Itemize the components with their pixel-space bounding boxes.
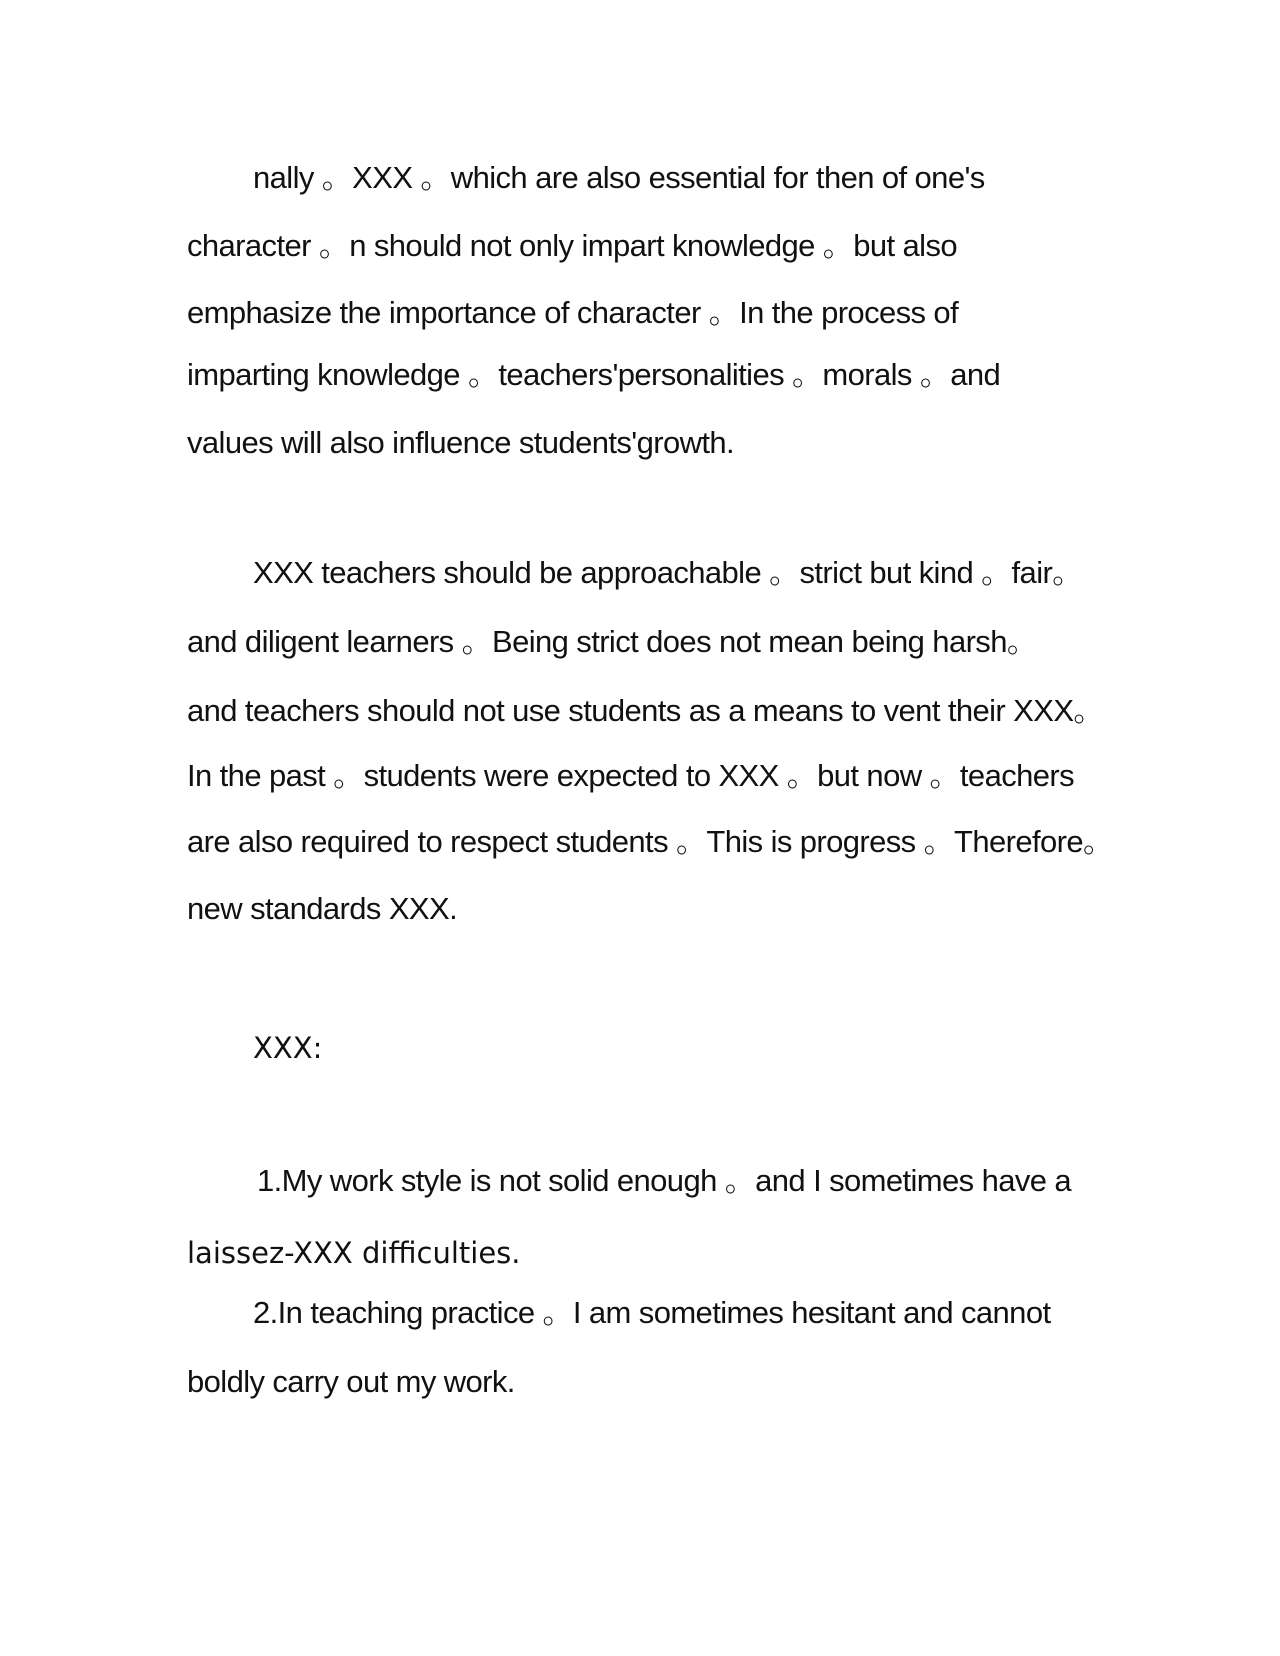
- list-item-2-line-1: 2.In teaching practice 。I am sometimes hesitant and cannot: [253, 1295, 1051, 1330]
- paragraph-1-line-4: imparting knowledge 。teachers'personalities 。morals 。and: [187, 357, 1001, 392]
- paragraph-2-line-1: XXX teachers should be approachable 。strict but kind 。fair。: [253, 555, 1083, 590]
- list-item-2-line-2: boldly carry out my work.: [187, 1364, 515, 1399]
- paragraph-1-line-2: character 。n should not only impart knowledge 。but also: [187, 228, 957, 263]
- list-item-1-line-1: 1.My work style is not solid enough 。and I sometimes have a: [257, 1163, 1072, 1198]
- list-item-1-line-2: laissez-XXX difficulties.: [187, 1236, 521, 1270]
- paragraph-1-line-5: values will also influence students'growth.: [187, 425, 735, 460]
- section-heading: XXX:: [253, 1031, 323, 1065]
- paragraph-2-line-2: and diligent learners 。Being strict does not mean being harsh。: [187, 624, 1038, 659]
- paragraph-1-line-1: nally 。XXX 。which are also essential for then of one's: [253, 160, 985, 195]
- paragraph-2-line-3: and teachers should not use students as a means to vent their XXX。: [187, 693, 1104, 728]
- paragraph-1-line-3: emphasize the importance of character 。In the process of: [187, 295, 959, 330]
- paragraph-2-line-5: are also required to respect students 。This is progress 。Therefore。: [187, 824, 1114, 859]
- paragraph-2-line-4: In the past 。students were expected to XXX 。but now 。teachers: [187, 758, 1075, 793]
- paragraph-2-line-6: new standards XXX.: [187, 891, 458, 926]
